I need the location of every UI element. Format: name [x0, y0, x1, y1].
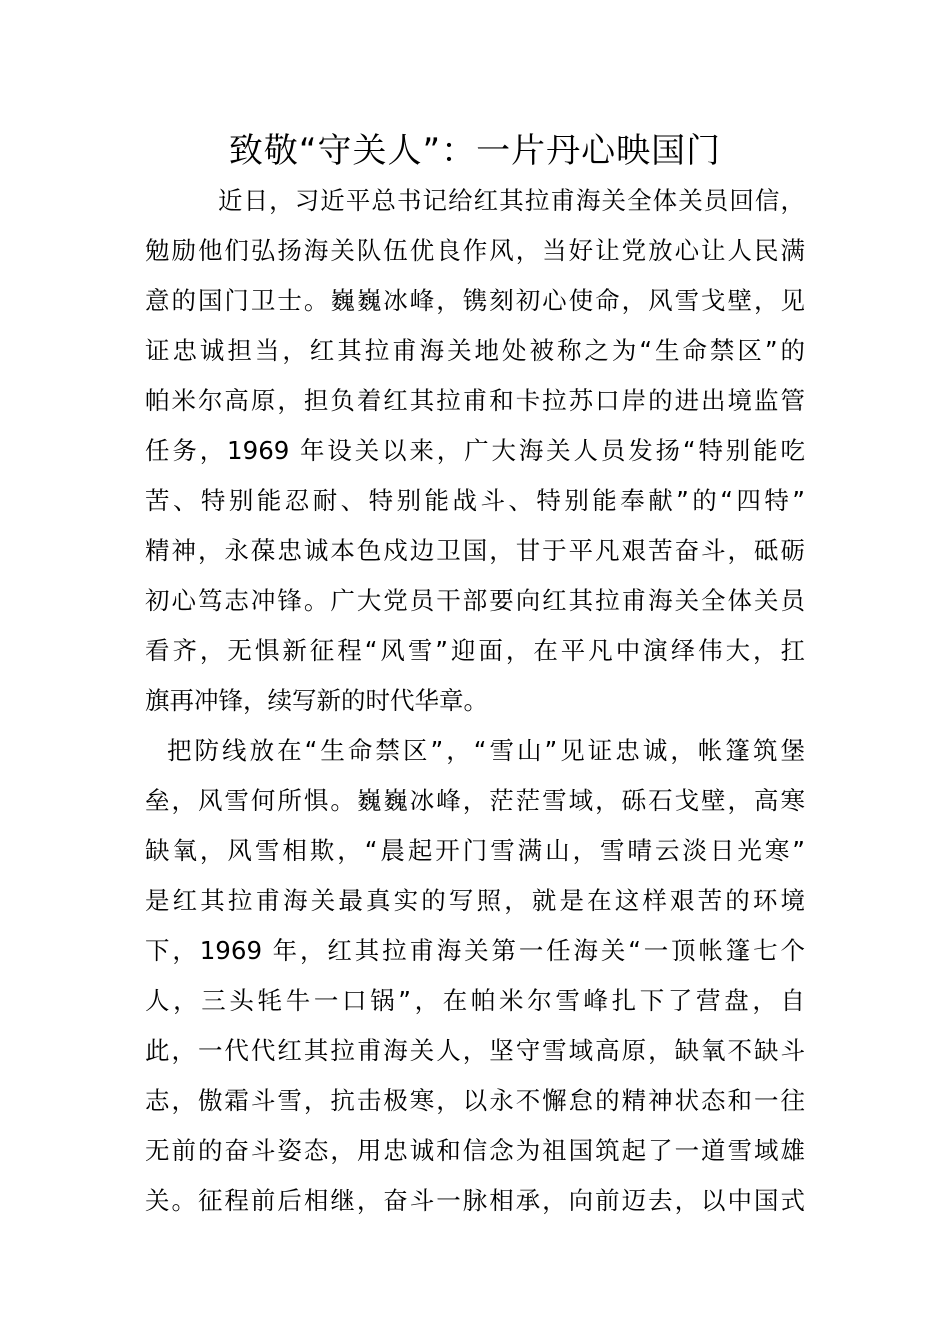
paragraph-1-line-8: 精神，永葆忠诚本色戍边卫国，甘于平凡艰苦奋斗，砥砺 — [145, 536, 805, 565]
paragraph-2-line-7: 此，一代代红其拉甫海关人，坚守雪域高原，缺氧不缺斗 — [145, 1036, 805, 1065]
paragraph-2-line-8: 志，傲霜斗雪，抗击极寒，以永不懈怠的精神状态和一往 — [145, 1086, 805, 1115]
paragraph-2-line-1: 把防线放在“生命禁区”，“雪山”见证忠诚，帐篷筑堡 — [167, 736, 805, 765]
paragraph-1-line-1: 近日，习近平总书记给红其拉甫海关全体关员回信， — [218, 186, 805, 215]
paragraph-2-line-9: 无前的奋斗姿态，用忠诚和信念为祖国筑起了一道雪域雄 — [145, 1136, 805, 1165]
paragraph-1-line-11: 旗再冲锋，续写新的时代华章。 — [145, 686, 488, 715]
paragraph-1-line-6: 任务，1969 年设关以来，广大海关人员发扬“特别能吃 — [145, 436, 805, 465]
paragraph-1-line-7: 苦、特别能忍耐、特别能战斗、特别能奉献”的“四特” — [145, 486, 805, 515]
paragraph-1-line-9: 初心笃志冲锋。广大党员干部要向红其拉甫海关全体关员 — [145, 586, 805, 615]
paragraph-2-line-4: 是红其拉甫海关最真实的写照，就是在这样艰苦的环境 — [145, 886, 805, 915]
paragraph-1-line-2: 勉励他们弘扬海关队伍优良作风，当好让党放心让人民满 — [145, 236, 805, 265]
paragraph-1-line-4: 证忠诚担当，红其拉甫海关地处被称之为“生命禁区”的 — [145, 336, 805, 365]
paragraph-2-line-10: 关。征程前后相继，奋斗一脉相承，向前迈去，以中国式 — [145, 1186, 805, 1215]
paragraph-1-line-5: 帕米尔高原，担负着红其拉甫和卡拉苏口岸的进出境监管 — [145, 386, 805, 415]
paragraph-2-line-6: 人，三头牦牛一口锅”，在帕米尔雪峰扎下了营盘，自 — [145, 986, 805, 1015]
paragraph-1-line-10: 看齐，无惧新征程“风雪”迎面，在平凡中演绎伟大，扛 — [145, 636, 805, 665]
paragraph-2-line-2: 垒，风雪何所惧。巍巍冰峰，茫茫雪域，砾石戈壁，高寒 — [145, 786, 805, 815]
paragraph-1-line-3: 意的国门卫士。巍巍冰峰，镌刻初心使命，风雪戈壁，见 — [145, 286, 805, 315]
document-title: 致敬“守关人”：一片丹心映国门 — [228, 131, 722, 171]
paragraph-2-line-3: 缺氧，风雪相欺，“晨起开门雪满山，雪晴云淡日光寒” — [145, 836, 805, 865]
paragraph-2-line-5: 下，1969 年，红其拉甫海关第一任海关“一顶帐篷七个 — [145, 936, 805, 965]
